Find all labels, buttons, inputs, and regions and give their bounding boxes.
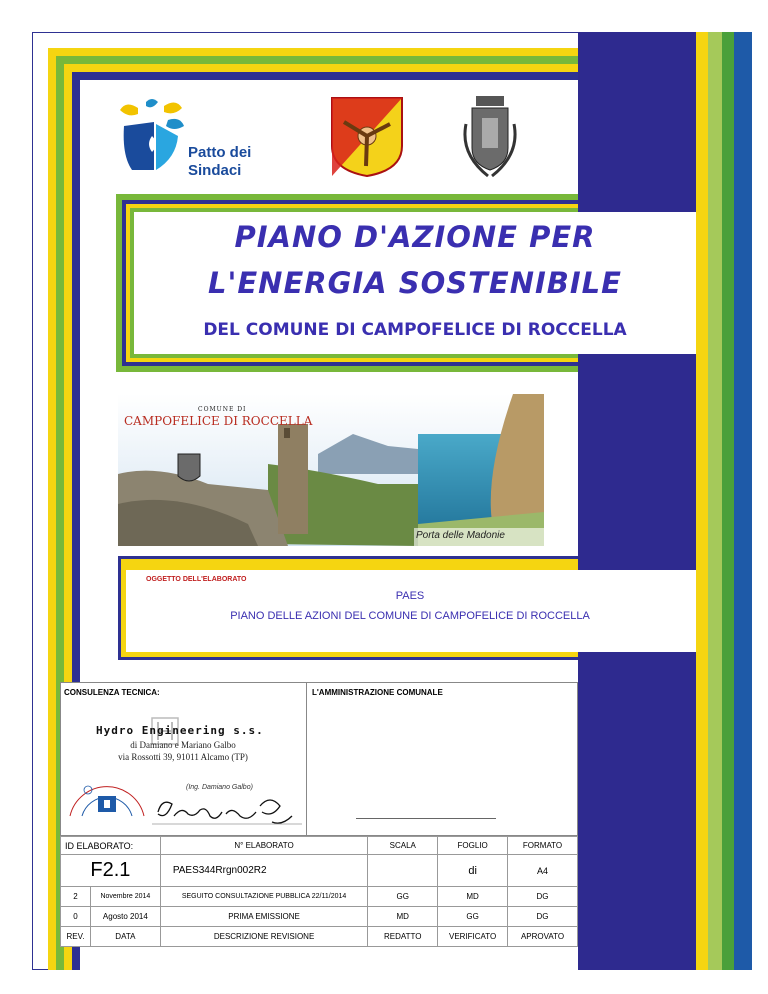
oggetto-line2: PIANO DELLE AZIONI DEL COMUNE DI CAMPOFELICE DI ROCCELLA bbox=[230, 610, 590, 622]
verificato-cell: MD bbox=[438, 887, 508, 907]
header-formato: FORMATO bbox=[508, 837, 578, 855]
stripe-lightgreen bbox=[708, 32, 722, 970]
approvato-cell: DG bbox=[508, 907, 578, 927]
table-footer-row bbox=[61, 927, 578, 947]
photo-town-name: CAMPOFELICE DI ROCCELLA bbox=[124, 414, 313, 428]
footer-verificato: VERIFICATO bbox=[438, 927, 508, 947]
municipality-crest bbox=[458, 94, 522, 180]
company-line1: di Damiano e Mariano Galbo bbox=[130, 740, 236, 750]
foglio-value: di bbox=[438, 855, 508, 887]
rev-cell: 2 bbox=[61, 887, 91, 907]
desc-cell: SEGUITO CONSULTAZIONE PUBBLICA 22/11/2014 bbox=[160, 887, 368, 907]
company-line2: via Rossotti 39, 91011 Alcamo (TP) bbox=[118, 752, 248, 762]
footer-descrizione: DESCRIZIONE REVISIONE bbox=[160, 927, 368, 947]
quality-certification-seal-icon bbox=[64, 760, 150, 820]
photo-caption: Porta delle Madonie bbox=[416, 530, 505, 541]
patto-line1: Patto dei bbox=[188, 144, 252, 161]
header-id-elaborato: ID ELABORATO: bbox=[61, 837, 161, 855]
approvato-cell: DG bbox=[508, 887, 578, 907]
rev-cell: 0 bbox=[61, 907, 91, 927]
data-cell: Novembre 2014 bbox=[90, 887, 160, 907]
redatto-cell: MD bbox=[368, 907, 438, 927]
table-row bbox=[61, 907, 578, 927]
formato-value: A4 bbox=[508, 855, 578, 887]
stripe-blue bbox=[734, 32, 752, 970]
verificato-cell: GG bbox=[438, 907, 508, 927]
stripe-green bbox=[722, 32, 734, 970]
engineer-name: (Ing. Damiano Galbo) bbox=[186, 784, 253, 791]
footer-redatto: REDATTO bbox=[368, 927, 438, 947]
campofelice-photo bbox=[118, 394, 544, 546]
footer-rev: REV. bbox=[61, 927, 91, 947]
title-line1: PIANO D'AZIONE PER bbox=[234, 220, 596, 254]
redatto-cell: GG bbox=[368, 887, 438, 907]
signature bbox=[152, 792, 302, 833]
scala-value bbox=[368, 855, 438, 887]
desc-cell: PRIMA EMISSIONE bbox=[160, 907, 368, 927]
oggetto-line1: PAES bbox=[395, 590, 425, 602]
amministrazione-label: L'AMMINISTRAZIONE COMUNALE bbox=[312, 688, 443, 697]
footer-data: DATA bbox=[90, 927, 160, 947]
trinacria-shield-icon bbox=[330, 96, 404, 178]
footer-approvato: APROVATO bbox=[508, 927, 578, 947]
table-value-row bbox=[61, 855, 578, 887]
stripe-navy bbox=[578, 32, 696, 970]
oggetto-label: OGGETTO DELL'ELABORATO bbox=[146, 576, 247, 583]
title-line2: L'ENERGIA SOSTENIBILE bbox=[208, 266, 622, 300]
header-n-elaborato: N° ELABORATO bbox=[160, 837, 368, 855]
quality-seal bbox=[64, 760, 150, 825]
patto-logo-icon bbox=[118, 96, 188, 176]
header-foglio: FOGLIO bbox=[438, 837, 508, 855]
patto-line2: Sindaci bbox=[188, 162, 242, 179]
stripe-yellow bbox=[696, 32, 708, 970]
consulenza-divider bbox=[306, 682, 307, 836]
revision-table bbox=[60, 836, 578, 947]
sicily-region-emblem bbox=[330, 96, 404, 178]
crest-icon bbox=[458, 94, 522, 180]
table-header-row bbox=[61, 837, 578, 855]
table-row bbox=[61, 887, 578, 907]
data-cell: Agosto 2014 bbox=[90, 907, 160, 927]
patto-dei-sindaci-logo bbox=[118, 96, 278, 186]
company-name: Hydro Engineering s.s. bbox=[96, 724, 264, 737]
amministrazione-signature-line bbox=[356, 818, 496, 819]
photo-comune-di: COMUNE DI bbox=[198, 406, 247, 413]
consulenza-label: CONSULENZA TECNICA: bbox=[64, 688, 160, 697]
handwritten-signature-icon bbox=[152, 792, 302, 828]
n-elaborato-value: PAES344Rrgn002R2 bbox=[160, 855, 368, 887]
id-elaborato-value: F2.1 bbox=[61, 855, 161, 887]
header-scala: SCALA bbox=[368, 837, 438, 855]
title-line3: DEL COMUNE DI CAMPOFELICE DI ROCCELLA bbox=[203, 320, 627, 340]
